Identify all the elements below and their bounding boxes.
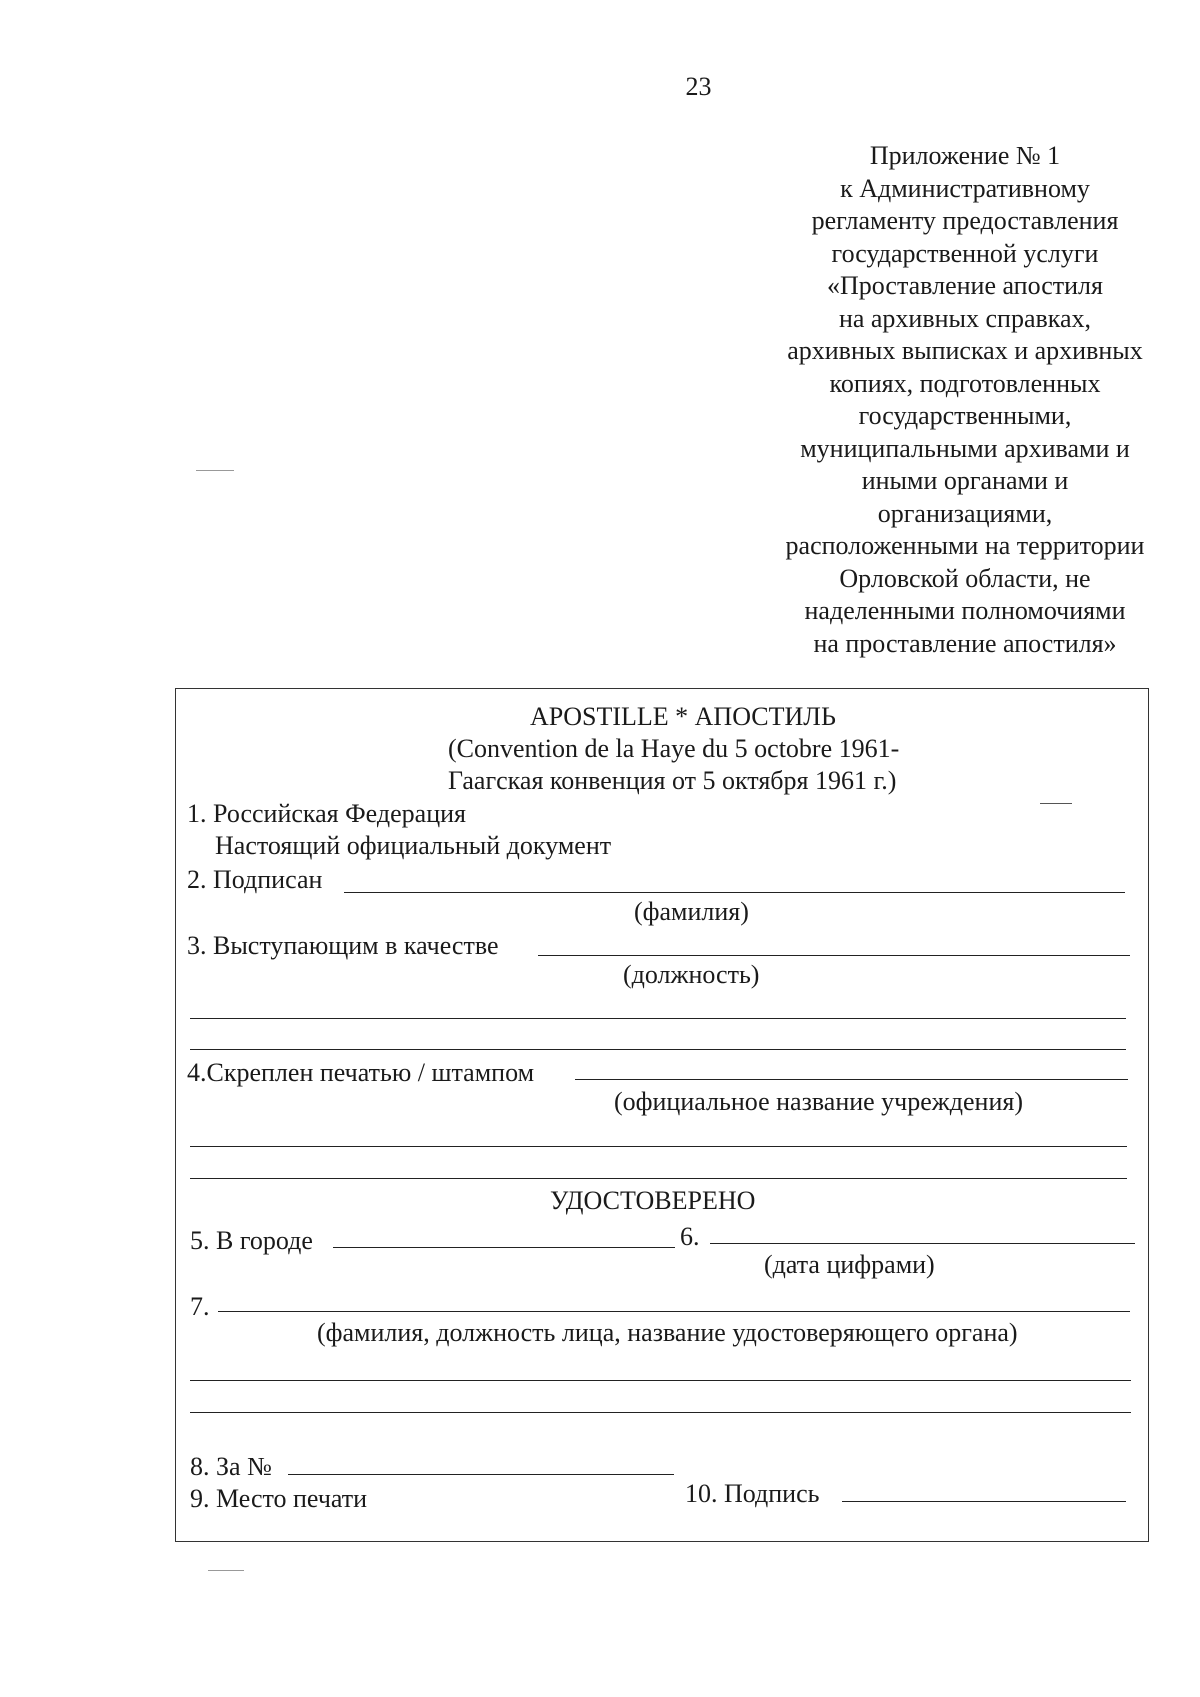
appendix-line: расположенными на территории bbox=[785, 531, 1145, 560]
item-2-signed-label: 2. Подписан bbox=[187, 865, 323, 894]
item-6-date-label: 6. bbox=[680, 1222, 700, 1251]
appendix-line: архивных выписках и архивных bbox=[787, 336, 1143, 365]
appendix-header bbox=[730, 140, 1200, 660]
item-1-country: 1. Российская Федерация bbox=[187, 799, 466, 828]
surname-hint: (фамилия) bbox=[634, 897, 749, 926]
capacity-field-line-2[interactable] bbox=[190, 1018, 1126, 1019]
capacity-field[interactable] bbox=[538, 955, 1130, 956]
appendix-line: на архивных справках, bbox=[838, 303, 1092, 333]
form-title: APOSTILLE * АПОСТИЛЬ bbox=[530, 702, 836, 731]
appendix-line: Орловской области, не bbox=[839, 563, 1091, 593]
date-digits-hint: (дата цифрами) bbox=[764, 1250, 935, 1279]
item-10-signature-label: 10. Подпись bbox=[685, 1479, 820, 1508]
date-field[interactable] bbox=[710, 1243, 1135, 1244]
appendix-line: иными органами и bbox=[861, 466, 1069, 495]
item-4-seal-label: 4.Скреплен печатью / штампом bbox=[187, 1058, 535, 1087]
item-5-city-label: 5. В городе bbox=[190, 1226, 313, 1255]
certifier-field-line-2[interactable] bbox=[190, 1380, 1131, 1381]
number-field[interactable] bbox=[288, 1474, 674, 1475]
seal-field[interactable] bbox=[575, 1079, 1128, 1080]
certifier-field-line-3[interactable] bbox=[190, 1412, 1131, 1413]
position-hint: (должность) bbox=[623, 960, 760, 989]
appendix-line: «Проставление апостиля bbox=[826, 271, 1103, 300]
certifier-field[interactable] bbox=[218, 1311, 1130, 1312]
item-8-number-label: 8. За № bbox=[190, 1452, 272, 1481]
appendix-line: муниципальными архивами и bbox=[800, 433, 1130, 463]
convention-fr: (Convention de la Haye du 5 octobre 1961- bbox=[448, 734, 900, 763]
scan-speck bbox=[208, 1570, 244, 1571]
appendix-line: государственными, bbox=[858, 401, 1072, 430]
seal-field-line-3[interactable] bbox=[190, 1178, 1127, 1179]
item-3-capacity-label: 3. Выступающим в качестве bbox=[187, 931, 499, 960]
item-7-label: 7. bbox=[190, 1292, 210, 1321]
capacity-field-line-3[interactable] bbox=[190, 1049, 1126, 1050]
appendix-line: государственной услуги bbox=[831, 238, 1099, 268]
appendix-line: регламенту предоставления bbox=[811, 206, 1119, 235]
appendix-line: наделенными полномочиями bbox=[804, 596, 1126, 625]
signed-by-field[interactable] bbox=[344, 892, 1125, 893]
appendix-line: на проставление апостиля» bbox=[813, 628, 1117, 658]
appendix-line: Приложение № 1 bbox=[869, 141, 1061, 170]
item-9-seal-place: 9. Место печати bbox=[190, 1484, 368, 1513]
appendix-line: организациями, bbox=[877, 498, 1053, 528]
city-field[interactable] bbox=[333, 1247, 675, 1248]
certifier-hint: (фамилия, должность лица, название удостоверяющего органа) bbox=[317, 1318, 1018, 1347]
page-number: 23 bbox=[685, 72, 712, 101]
signature-field[interactable] bbox=[842, 1501, 1126, 1502]
appendix-line: к Административному bbox=[840, 173, 1090, 203]
appendix-line: копиях, подготовленных bbox=[829, 368, 1101, 398]
seal-field-line-2[interactable] bbox=[190, 1146, 1127, 1147]
convention-ru: Гаагская конвенция от 5 октября 1961 г.) bbox=[448, 766, 897, 795]
item-1-document: Настоящий официальный документ bbox=[215, 831, 612, 860]
institution-hint: (официальное название учреждения) bbox=[614, 1087, 1023, 1116]
certified-heading: УДОСТОВЕРЕНО bbox=[550, 1186, 756, 1215]
scan-speck bbox=[196, 470, 234, 471]
